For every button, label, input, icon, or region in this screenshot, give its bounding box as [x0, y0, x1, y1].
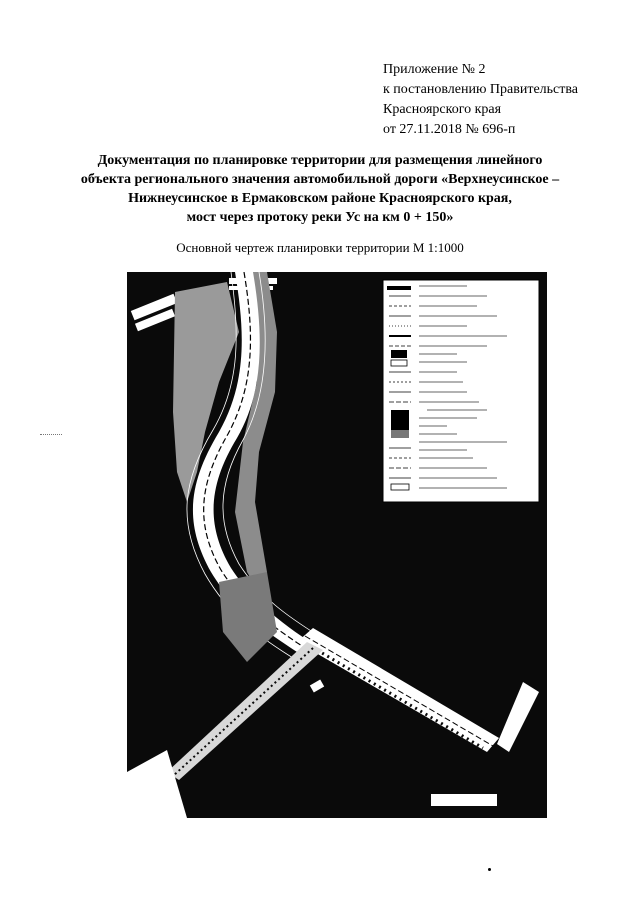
- planning-drawing: [127, 272, 547, 818]
- title-line-3: Нижнеусинское в Ермаковском районе Красноярского края,: [128, 191, 512, 206]
- drawing-subtitle: Основной чертеж планировки территории М 1:1000: [176, 240, 464, 255]
- margin-mark: [40, 434, 62, 435]
- annex-header: [383, 60, 578, 140]
- title-line-4: мост через протоку реки Ус на км 0 + 150»: [186, 210, 454, 225]
- title-line-2: объекта регионального значения автомобильной дороги «Верхнеусинское –: [80, 172, 560, 187]
- document-title: [40, 151, 600, 227]
- annex-reference: к постановлению Правительства: [383, 82, 579, 97]
- annex-region: Красноярского края: [383, 102, 502, 117]
- map-legend: [383, 280, 539, 502]
- annex-number: Приложение № 2: [383, 62, 486, 77]
- annex-date: от 27.11.2018 № 696-п: [383, 122, 516, 137]
- bottom-right-stamp: [431, 794, 497, 806]
- title-line-1: Документация по планировке территории для размещения линейного: [97, 153, 543, 168]
- stray-mark: [488, 868, 491, 871]
